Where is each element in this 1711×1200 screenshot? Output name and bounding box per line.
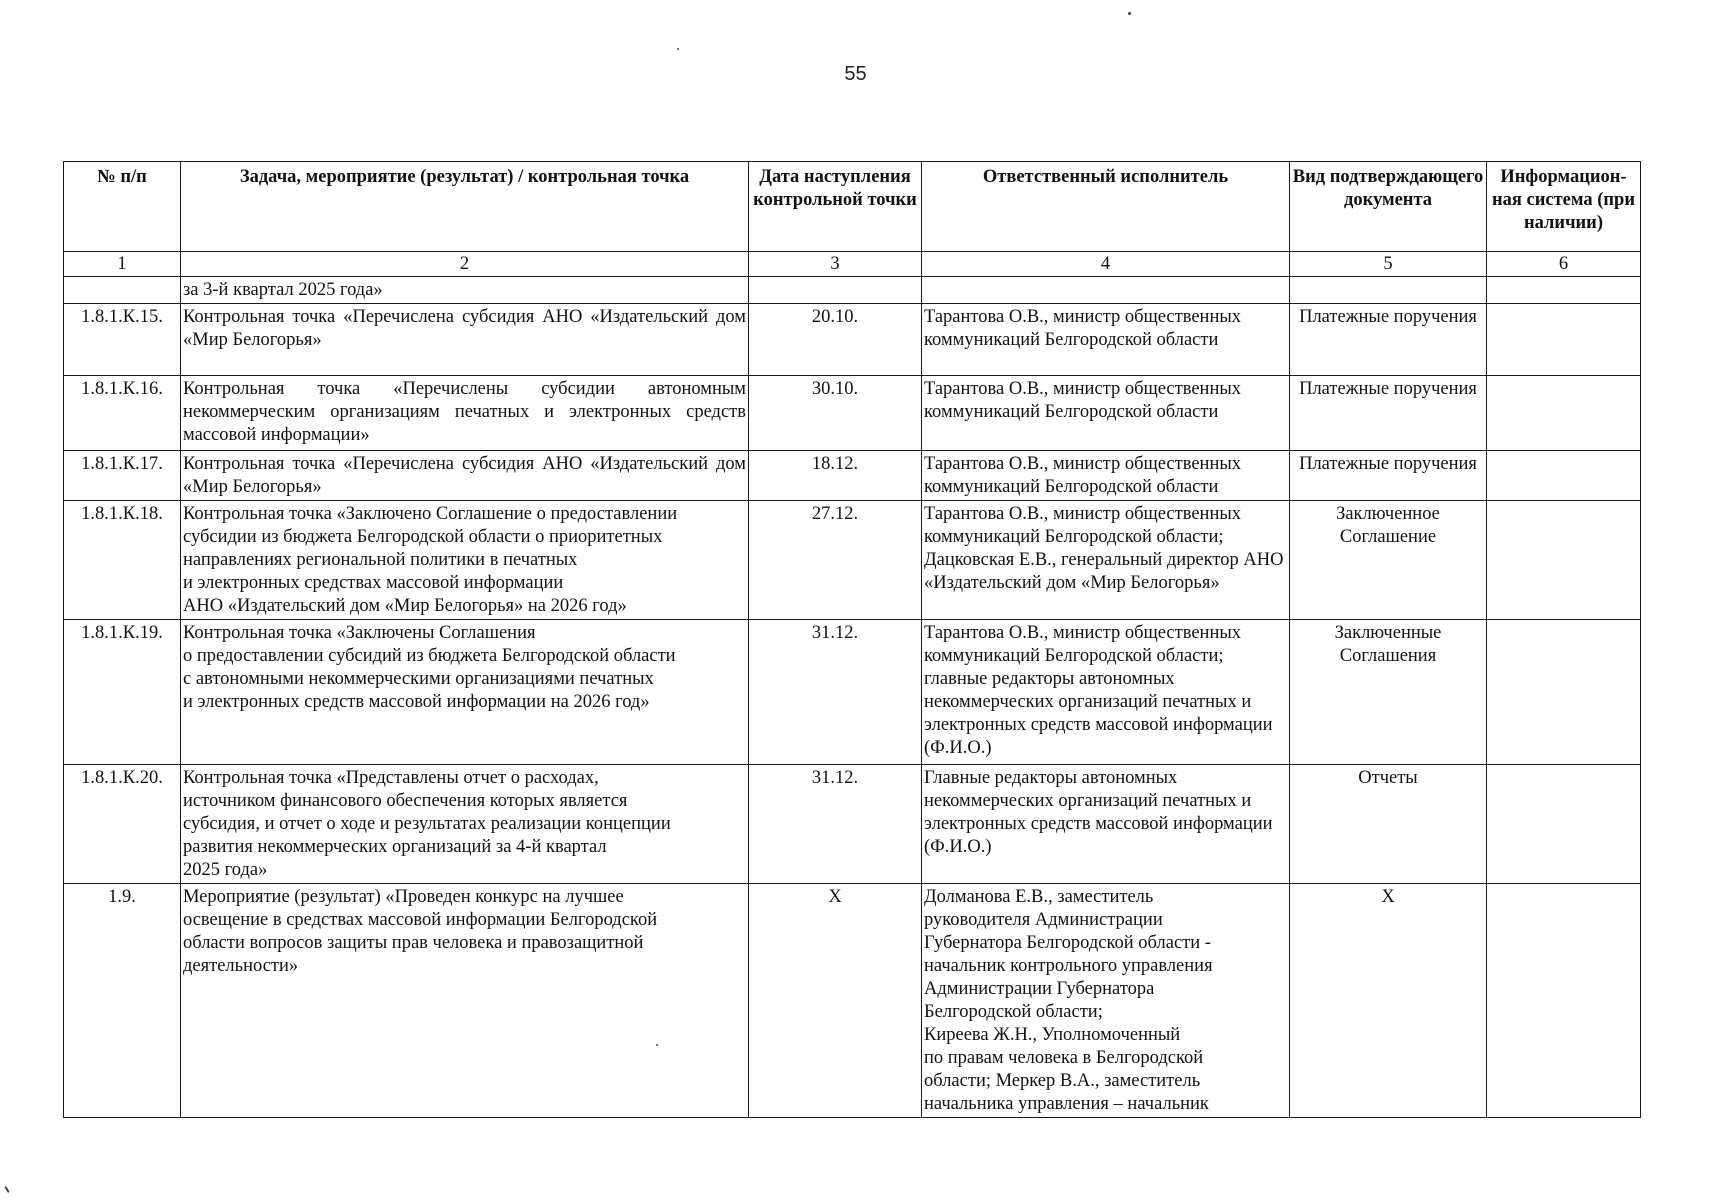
doc-type-cell: Заключенное Соглашение <box>1290 501 1487 620</box>
num-cell: 1.8.1.К.20. <box>64 765 181 884</box>
responsible-cell <box>922 277 1290 304</box>
responsible-cell: Тарантова О.В., министр общественных коммуникаций Белгородской области; главные редакторы автономных некоммерческих организаций печатных и электронных средств массовой информации (Ф.И.О.) <box>922 620 1290 765</box>
date-cell: 30.10. <box>749 376 922 451</box>
info-system-cell <box>1487 620 1641 765</box>
doc-type-cell: Платежные поручения <box>1290 451 1487 501</box>
column-number: 3 <box>749 252 922 277</box>
task-cell <box>181 884 749 1118</box>
task-line: с автономными некоммерческими организациями печатных <box>183 669 654 689</box>
info-system-cell <box>1487 376 1641 451</box>
doc-type-cell: Отчеты <box>1290 765 1487 884</box>
responsible-line: Губернатора Белгородской области - <box>924 933 1211 953</box>
control-points-table <box>63 161 1641 1118</box>
info-system-cell <box>1487 765 1641 884</box>
header-row <box>64 162 1641 252</box>
task-cell: Контрольная точка «Перечислены субсидии автономным некоммерческим организациям печатных и электронных средств массовой информации» <box>181 376 749 451</box>
task-line: о предоставлении субсидий из бюджета Белгородской области <box>183 646 676 666</box>
task-line: субсидия, и отчет о ходе и результатах реализации концепции <box>183 814 671 834</box>
table-row <box>64 884 1641 1118</box>
task-line: АНО «Издательский дом «Мир Белогорья» на 2026 год» <box>183 596 627 616</box>
table-row <box>64 765 1641 884</box>
task-line: области вопросов защиты прав человека и правозащитной <box>183 933 644 953</box>
task-cell: Контрольная точка «Перечислена субсидия АНО «Издательский дом «Мир Белогорья» <box>181 304 749 376</box>
responsible-line: по правам человека в Белгородской <box>924 1048 1204 1068</box>
doc-type-cell: Платежные поручения <box>1290 304 1487 376</box>
num-cell: 1.8.1.К.19. <box>64 620 181 765</box>
responsible-line: Администрации Губернатора <box>924 979 1155 999</box>
continuation-row <box>64 277 1641 304</box>
responsible-line: начальника управления – начальник <box>924 1094 1209 1114</box>
doc-type-cell: Х <box>1290 884 1487 1118</box>
column-number: 2 <box>181 252 749 277</box>
responsible-line: Долманова Е.В., заместитель <box>924 887 1154 907</box>
page-number: 55 <box>844 63 867 85</box>
responsible-line: области; Меркер В.А., заместитель <box>924 1071 1201 1091</box>
task-line: источником финансового обеспечения которых является <box>183 791 628 811</box>
task-cell <box>181 620 749 765</box>
task-cell: за 3-й квартал 2025 года» <box>181 277 749 304</box>
num-cell <box>64 277 181 304</box>
num-cell: 1.8.1.К.15. <box>64 304 181 376</box>
column-number: 4 <box>922 252 1290 277</box>
table-row <box>64 376 1641 451</box>
date-cell: 18.12. <box>749 451 922 501</box>
info-system-cell <box>1487 304 1641 376</box>
task-line: развития некоммерческих организаций за 4-й квартал <box>183 837 607 857</box>
doc-type-cell <box>1290 277 1487 304</box>
responsible-cell: Тарантова О.В., министр общественных коммуникаций Белгородской области <box>922 376 1290 451</box>
date-cell: Х <box>749 884 922 1118</box>
date-cell: 20.10. <box>749 304 922 376</box>
num-cell: 1.8.1.К.18. <box>64 501 181 620</box>
task-line: направлениях региональной политики в печатных <box>183 550 578 570</box>
table-row <box>64 451 1641 501</box>
task-line: 2025 года» <box>183 860 268 880</box>
num-cell: 1.9. <box>64 884 181 1118</box>
task-cell <box>181 765 749 884</box>
header-doc-type: Вид подтверждающего документа <box>1290 162 1487 252</box>
scan-speck <box>4 1186 9 1193</box>
date-cell: 31.12. <box>749 765 922 884</box>
column-number: 6 <box>1487 252 1641 277</box>
task-line: деятельности» <box>183 956 299 976</box>
task-line: освещение в средствах массовой информации Белгородской <box>183 910 658 930</box>
table-row <box>64 304 1641 376</box>
task-line: Контрольная точка «Заключено Соглашение о предоставлении <box>183 504 678 524</box>
column-number: 5 <box>1290 252 1487 277</box>
header-num: № п/п <box>64 162 181 252</box>
header-date: Дата наступления контрольной точки <box>749 162 922 252</box>
responsible-line: Белгородской области; <box>924 1002 1103 1022</box>
task-line: Контрольная точка «Представлены отчет о расходах, <box>183 768 599 788</box>
info-system-cell <box>1487 451 1641 501</box>
responsible-line: руководителя Администрации <box>924 910 1163 930</box>
responsible-cell: Тарантова О.В., министр общественных коммуникаций Белгородской области; Дацковская Е.В., генеральный директор АНО «Издательский дом «Мир Белогорья» <box>922 501 1290 620</box>
info-system-cell <box>1487 501 1641 620</box>
task-line: Мероприятие (результат) «Проведен конкурс на лучшее <box>183 887 624 907</box>
num-cell: 1.8.1.К.17. <box>64 451 181 501</box>
doc-type-cell: Заключенные Соглашения <box>1290 620 1487 765</box>
header-responsible: Ответственный исполнитель <box>922 162 1290 252</box>
date-cell: 31.12. <box>749 620 922 765</box>
scan-speck <box>1128 12 1131 15</box>
header-info-system: Информацион-ная система (при наличии) <box>1487 162 1641 252</box>
task-cell: Контрольная точка «Перечислена субсидия АНО «Издательский дом «Мир Белогорья» <box>181 451 749 501</box>
date-cell <box>749 277 922 304</box>
task-line: и электронных средств массовой информации на 2026 год» <box>183 692 650 712</box>
header-task: Задача, мероприятие (результат) / контрольная точка <box>181 162 749 252</box>
responsible-cell <box>922 884 1290 1118</box>
responsible-cell: Тарантова О.В., министр общественных коммуникаций Белгородской области <box>922 304 1290 376</box>
doc-type-cell: Платежные поручения <box>1290 376 1487 451</box>
responsible-cell: Главные редакторы автономных некоммерческих организаций печатных и электронных средств массовой информации (Ф.И.О.) <box>922 765 1290 884</box>
info-system-cell <box>1487 277 1641 304</box>
task-line: и электронных средствах массовой информации <box>183 573 564 593</box>
table-row <box>64 620 1641 765</box>
scan-speck <box>677 48 679 50</box>
column-number: 1 <box>64 252 181 277</box>
column-number-row <box>64 252 1641 277</box>
num-cell: 1.8.1.К.16. <box>64 376 181 451</box>
task-line: Контрольная точка «Заключены Соглашения <box>183 623 536 643</box>
task-cell <box>181 501 749 620</box>
date-cell: 27.12. <box>749 501 922 620</box>
responsible-line: начальник контрольного управления <box>924 956 1213 976</box>
task-line: субсидии из бюджета Белгородской области о приоритетных <box>183 527 663 547</box>
responsible-line: Киреева Ж.Н., Уполномоченный <box>924 1025 1181 1045</box>
info-system-cell <box>1487 884 1641 1118</box>
responsible-cell: Тарантова О.В., министр общественных коммуникаций Белгородской области <box>922 451 1290 501</box>
table-row <box>64 501 1641 620</box>
